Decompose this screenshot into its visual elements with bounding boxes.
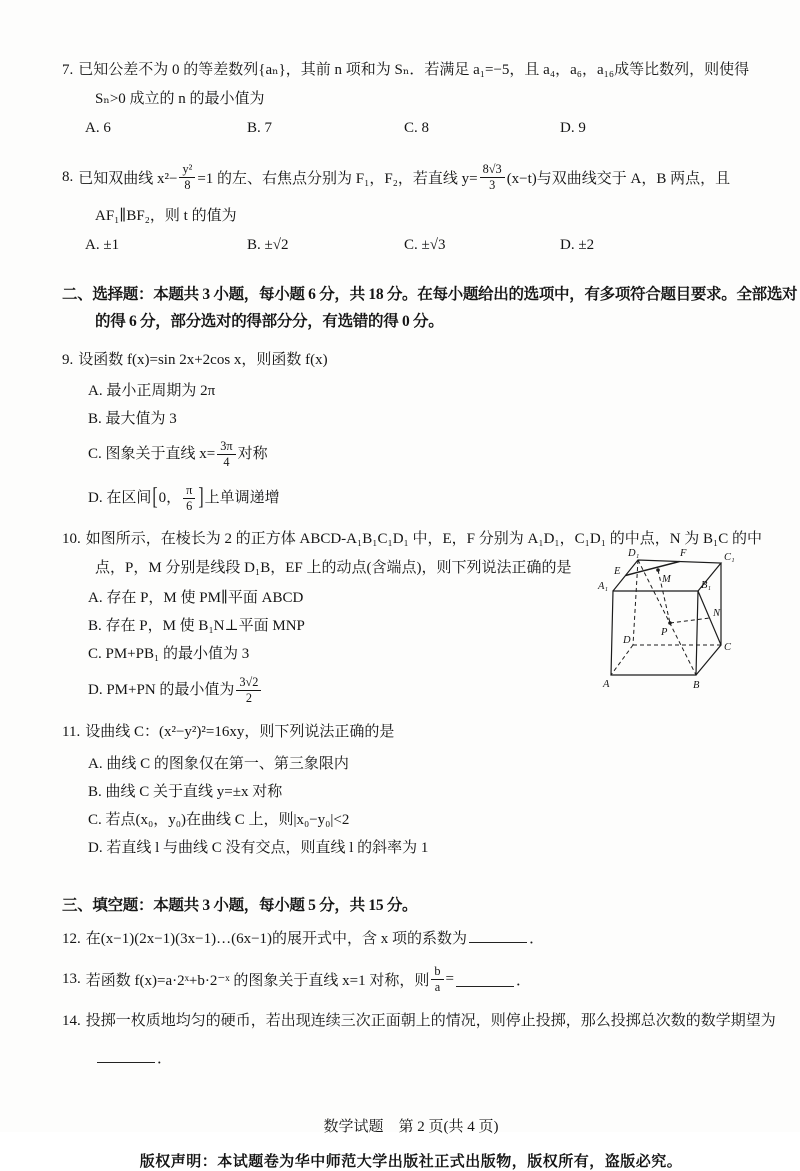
question-number: 11.	[62, 724, 81, 740]
option-c: C. 图象关于直线 x= $\frac{3\pi}{4}$ 对称	[88, 439, 268, 469]
point-P-dot	[668, 621, 672, 625]
option-a: A. 6	[85, 120, 111, 136]
label-B1: B₁	[701, 580, 712, 591]
cube-labels	[597, 548, 735, 691]
label-C1: C₁	[724, 552, 735, 563]
option-c: C. 8	[404, 120, 430, 136]
answer-blank	[469, 928, 527, 943]
question-7-text-line1: 已知公差不为 0 的等差数列{aₙ}，其前 n 项和为 Sₙ．若满足 a₁=−5，且 a₄，a₆，a₁₆成等比数列，则使得	[78, 62, 750, 78]
question-7	[62, 58, 760, 140]
question-7-text-line2: Sₙ>0 成立的 n 的最小值为	[95, 91, 265, 107]
option-a: A. 存在 P，M 使 PM∥平面 ABCD	[88, 590, 304, 606]
question-8	[62, 154, 760, 257]
period: ．	[515, 972, 531, 989]
option-c: C. 若点(x₀，y₀)在曲线 C 上，则|x₀−y₀|<2	[88, 812, 350, 828]
cube-figure	[596, 543, 768, 695]
fraction-3sqrt2-2: $\frac{3√2}{2}$	[236, 675, 261, 704]
question-8-options	[85, 233, 760, 257]
question-13	[62, 957, 760, 1001]
question-9	[62, 348, 760, 521]
option-b: B. ±√2	[247, 237, 289, 253]
label-C: C	[724, 642, 732, 653]
question-8-text-post: (x−t)与双曲线交于 A，B 两点，且	[506, 170, 731, 187]
option-b: B. 最大值为 3	[88, 411, 177, 427]
option-b: B. 曲线 C 关于直线 y=±x 对称	[88, 784, 283, 800]
question-8-text-line2: AF₁∥BF₂，则 t 的值为	[95, 208, 237, 224]
question-8-text-pre: 已知双曲线 x²−	[78, 170, 178, 187]
question-10-text-line1: 如图所示，在棱长为 2 的正方体 ABCD-A₁B₁C₁D₁ 中，E，F 分别为 A₁D₁，C₁D₁ 的中点，N 为 B₁C 的中	[85, 531, 763, 547]
option-c: C. ±√3	[404, 237, 446, 253]
question-10-text-line2: 点，P，M 分别是线段 D₁B，EF 上的动点(含端点)，则下列说法正确的是	[95, 560, 572, 576]
question-8-text-mid: =1 的左、右焦点分别为 F₁，F₂，若直线 y=	[197, 170, 478, 187]
fraction-b-a: $\frac{b}{a}$	[431, 964, 443, 993]
question-number: 12.	[62, 931, 81, 947]
question-11-stem: 设曲线 C：(x²−y²)²=16xy，则下列说法正确的是	[85, 724, 395, 740]
segment-EF	[626, 562, 680, 576]
fraction-8sqrt3-3: $\frac{8√3}{3}$	[480, 162, 505, 191]
equals-sign: =	[445, 970, 454, 987]
label-A1: A₁	[598, 581, 609, 592]
label-P: P	[661, 627, 668, 638]
question-number: 10.	[62, 531, 81, 547]
label-A: A	[603, 679, 610, 690]
label-F: F	[680, 548, 687, 559]
section-2-line2: 的得 6 分，部分选对的得部分分，有选错的得 0 分。	[95, 313, 444, 330]
edge-DA-hidden	[611, 645, 633, 675]
cube-front-face	[611, 591, 698, 675]
question-11	[62, 720, 760, 862]
close-bracket: ]	[198, 484, 204, 511]
label-M: M	[662, 574, 671, 585]
question-13-text: 若函数 f(x)=a·2ˣ+b·2⁻ˣ 的图象关于直线 x=1 对称，则	[85, 972, 430, 989]
question-10	[62, 527, 763, 712]
option-a: A. 最小正周期为 2π	[88, 383, 216, 399]
question-number: 8.	[62, 168, 74, 185]
label-N: N	[713, 608, 721, 619]
question-14	[62, 1009, 776, 1071]
option-d: D. ±2	[560, 237, 595, 253]
period: ．	[529, 931, 545, 947]
question-number: 14.	[62, 1013, 81, 1029]
section-2-line1: 二、选择题：本题共 3 小题，每小题 6 分，共 18 分。在每小题给出的选项中，有多项符合题目要求。全部选对	[62, 286, 798, 303]
point-M-dot	[656, 568, 660, 572]
answer-blank	[456, 972, 514, 987]
question-12-text: 在(x−1)(2x−1)(3x−1)…(6x−1)的展开式中，含 x 项的系数为	[85, 931, 468, 947]
option-d: D. 9	[560, 120, 586, 136]
option-d: D. 若直线 l 与曲线 C 没有交点，则直线 l 的斜率为 1	[88, 840, 429, 856]
question-number: 7.	[62, 62, 74, 78]
question-14-text: 投掷一枚质地均匀的硬币，若出现连续三次正面朝上的情况，则停止投掷，那么投掷总次数的数学期望为	[85, 1013, 776, 1029]
fraction-pi-6: $\frac{\pi}{6}$	[183, 483, 195, 512]
segment-PN-hidden	[670, 618, 710, 623]
option-c: C. PM+PB₁ 的最小值为 3	[88, 646, 250, 662]
period: ．	[157, 1051, 173, 1067]
copyright-notice: 版权声明：本试题卷为华中师范大学出版社正式出版物，版权所有，盗版必究。	[139, 1154, 683, 1170]
label-E: E	[614, 566, 621, 577]
page-footer: 数学试题 第 2 页(共 4 页)	[323, 1119, 499, 1135]
fraction-3pi-4: $\frac{3\pi}{4}$	[217, 439, 235, 468]
answer-blank	[97, 1048, 155, 1063]
option-a: A. ±1	[85, 237, 120, 253]
option-b: B. 7	[247, 120, 273, 136]
section-3-header	[62, 892, 760, 919]
open-bracket: [	[152, 484, 158, 511]
question-number: 13.	[62, 970, 81, 987]
question-7-options	[85, 116, 760, 140]
question-9-stem: 设函数 f(x)=sin 2x+2cos x，则函数 f(x)	[78, 352, 328, 368]
label-D: D	[623, 635, 631, 646]
question-number: 9.	[62, 352, 74, 368]
option-b: B. 存在 P，M 使 B₁N⊥平面 MNP	[88, 618, 305, 634]
fraction-y2-8: $\frac{\text{y²}}{8}$	[179, 162, 195, 191]
option-d: D. 在区间 [ 0， $\frac{\pi}{6}$ ] 上单调递增	[88, 475, 760, 521]
section-3-line1: 三、填空题：本题共 3 小题，每小题 5 分，共 15 分。	[62, 897, 418, 914]
label-B: B	[693, 680, 700, 691]
option-a: A. 曲线 C 的图象仅在第一、第三象限内	[88, 756, 349, 772]
option-d: D. PM+PN 的最小值为 $\frac{3√2}{2}$	[88, 668, 760, 712]
question-12	[62, 927, 760, 951]
label-D1: D₁	[628, 548, 640, 559]
section-2-header	[62, 281, 798, 335]
